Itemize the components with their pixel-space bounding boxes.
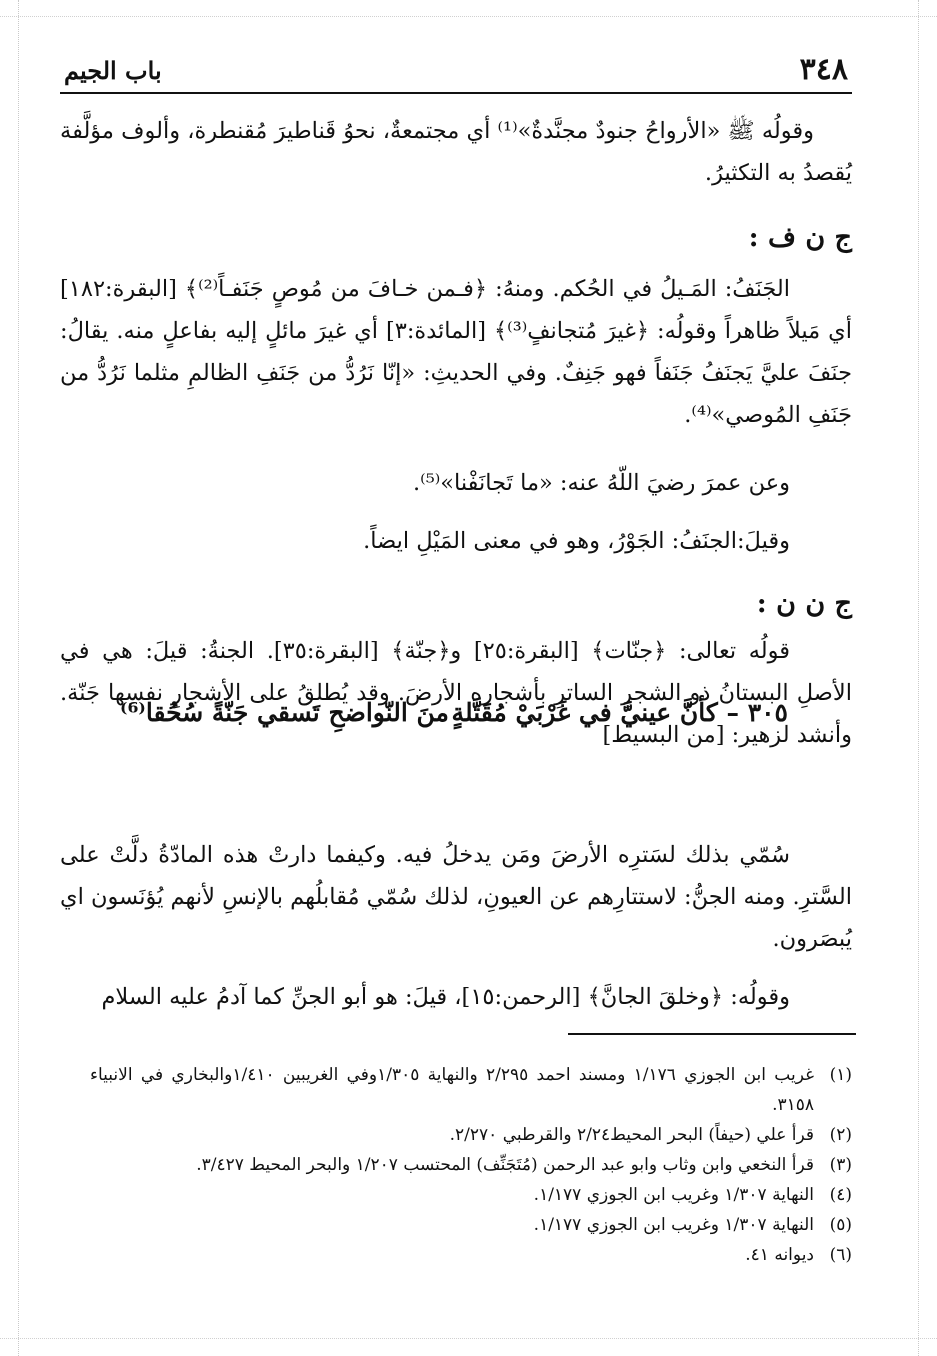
footnote-text: النهاية ١/٣٠٧ وغريب ابن الجوزي ١/١٧٧.	[533, 1185, 814, 1205]
footnote-number: (٦)	[829, 1245, 852, 1265]
footnote-item	[90, 1120, 852, 1150]
footnote-item	[90, 1150, 852, 1180]
scan-guide-line	[918, 0, 919, 1356]
footnote-separator	[568, 1033, 856, 1035]
paragraph-jann-verse: وقولُه: ﴿وخلقَ الجانَّ﴾ [الرحمن:١٥]، قيلَ: هو أبو الجنِّ كما آدمُ عليه السلام	[101, 984, 790, 1010]
footnote-text: ديوانه ٤١.	[745, 1245, 814, 1265]
page-number: ٣٤٨	[799, 52, 848, 87]
paragraph-jawr-note: وقيلَ:الجنَفُ: الجَوْرُ، وهو في معنى المَيْلِ ايضاً.	[363, 528, 790, 554]
footnote-item	[90, 1060, 852, 1120]
paragraph-umar-quote: وعن عمرَ رضيَ اللّهُ عنه: «ما تَجانَفْنا»⁽⁵⁾.	[413, 470, 790, 496]
verse-first-hemistich: ٣٠٥ – كأنَّ عينيَّ في غَرْبَيْ مُقَتَّلةٍ	[451, 698, 788, 727]
chapter-title: باب الجيم	[64, 56, 162, 85]
footnote-text: غريب ابن الجوزي ١/١٧٦ ومسند احمد ٢/٢٩٥ والنهاية ١/٣٠٥وفي الغريبين ١/٤١٠والبخاري في الانبياء ٣١٥٨.	[90, 1065, 814, 1115]
paragraph-jannah-definition: قولُه تعالى: ﴿جنّات﴾ [البقرة:٢٥] و﴿جنّة﴾ [البقرة:٣٥]. الجنةُ: قيلَ: هي في الأصلِ البستانُ ذو الشجرِ الساترِ بأشجاره الأرضَ. وقد يُطلقُ على الأشجارِ نفسِها جَنّة. وأنشد لزهير: [من البسيط]	[60, 638, 852, 748]
intro-paragraph: وقولُه ﷺ «الأرواحُ جنودٌ مجنَّدةٌ»⁽¹⁾ أي مجتمعةٌ، نحوُ قَناطيرَ مُقنطرة، وألوف مؤلَّفة يُقصدُ به التكثيرُ.	[60, 118, 852, 186]
footnote-item	[90, 1180, 852, 1210]
footnote-text: قرأ النخعي وابن وثاب وابو عبد الرحمن (مُتَجَنِّف) المحتسب ١/٢٠٧ والبحر المحيط ٣/٤٢٧.	[196, 1155, 814, 1175]
scan-guide-line	[18, 0, 19, 1356]
footnotes-list	[90, 1060, 852, 1270]
footnote-number: (٤)	[829, 1185, 852, 1205]
paragraph-janaf-definition: الجَنَفُ: المَـيلُ في الحُكم. ومنهُ: ﴿فـمن خـافَ من مُوصٍ جَنَفـاً⁽²⁾﴾ [البقرة:١٨٢] أي مَيلاً ظاهراً وقولُه: ﴿غيرَ مُتجانفٍ⁽³⁾﴾ [المائدة:٣] أي غيرَ مائلٍ إليه بفاعلٍ منه. يقالُ: جنَفَ عليَّ يَجنَفُ جَنَفاً فهو جَنِفٌ. وفي الحديثِ: «إنّا نَرُدُّ من جَنَفِ الظالمِ مثلما نَرُدُّ من جَنَفِ المُوصي»⁽⁴⁾.	[60, 276, 852, 428]
footnote-text: قرأ علي (حيفاً) البحر المحيط٢/٢٤ والقرطبي ٢/٢٧٠.	[449, 1125, 814, 1145]
footnote-item	[90, 1240, 852, 1270]
footnote-number: (١)	[829, 1065, 852, 1085]
poetry-verse	[120, 692, 788, 734]
scan-guide-line	[0, 16, 937, 17]
paragraph-jinn-explanation: سُمّي بذلك لسَترِه الأرضَ ومَن يدخلُ فيه. وكيفما دارتْ هذه المادّةُ دلَّتْ على السَّترِ. ومنه الجنُّ: لاستتارِهم عن العيونِ، لذلك سُمّي مُقابلُهم بالإنسِ لأنهم يُؤنَسون اي يُبصَرون.	[59, 842, 852, 952]
scan-guide-line	[0, 1338, 937, 1339]
verse-second-hemistich: منَ النّواضحِ تَسقي جَنّةً سُحُقا⁽⁶⁾	[120, 698, 449, 727]
footnote-number: (٣)	[829, 1155, 852, 1175]
footnote-item	[90, 1210, 852, 1240]
footnote-number: (٥)	[829, 1215, 852, 1235]
root-heading-jnn: ج ن ن :	[756, 588, 852, 619]
footnote-text: النهاية ١/٣٠٧ وغريب ابن الجوزي ١/١٧٧.	[533, 1215, 814, 1235]
page-header	[60, 50, 852, 94]
footnote-number: (٢)	[829, 1125, 852, 1145]
root-heading-jnf: ج ن ف :	[748, 222, 852, 253]
